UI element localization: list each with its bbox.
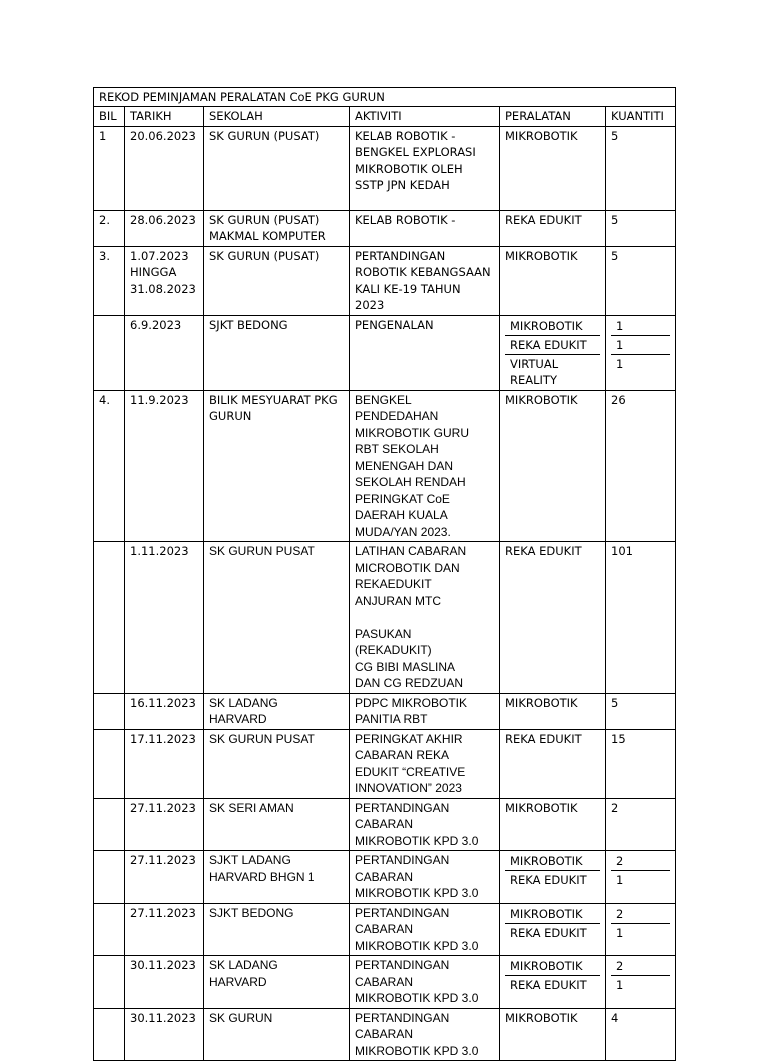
table-row	[94, 798, 676, 851]
table-row	[94, 903, 676, 956]
cell-peralatan	[500, 903, 606, 956]
cell-peralatan	[500, 956, 606, 1009]
cell-aktiviti: KELAB ROBOTIK -	[350, 210, 500, 246]
record-table	[93, 87, 676, 1061]
table-row	[94, 210, 676, 246]
cell-aktiviti: PENGENALAN	[350, 315, 500, 390]
cell-kuantiti-item: 2	[611, 957, 670, 976]
cell-tarikh: 30.11.2023	[125, 956, 204, 1009]
cell-sekolah: SK GURUN (PUSAT)	[204, 246, 350, 315]
cell-peralatan: MIKROBOTIK	[500, 798, 606, 851]
cell-peralatan: REKA EDUKIT	[500, 542, 606, 694]
cell-kuantiti-item: 2	[611, 905, 670, 924]
cell-kuantiti: 4	[606, 1008, 676, 1061]
cell-sekolah: SJKT BEDONG	[204, 903, 350, 956]
cell-tarikh: 30.11.2023	[125, 1008, 204, 1061]
cell-kuantiti-item: 1	[616, 925, 624, 940]
cell-sekolah: SK GURUN	[204, 1008, 350, 1061]
cell-peralatan: MIKROBOTIK	[500, 246, 606, 315]
cell-aktiviti: PERTANDINGAN CABARAN MIKROBOTIK KPD 3.0	[350, 1008, 500, 1061]
cell-kuantiti	[606, 956, 676, 1009]
cell-bil: 3.	[94, 246, 125, 315]
header-peralatan: PERALATAN	[500, 107, 606, 127]
cell-peralatan-item: REKA EDUKIT	[510, 925, 587, 940]
table-body	[94, 126, 676, 1061]
cell-kuantiti-item: 2	[611, 852, 670, 871]
table-row	[94, 246, 676, 315]
cell-peralatan	[500, 315, 606, 390]
cell-tarikh: 17.11.2023	[125, 729, 204, 798]
cell-sekolah: SK GURUN (PUSAT) MAKMAL KOMPUTER	[204, 210, 350, 246]
cell-sekolah: SK LADANG HARVARD	[204, 693, 350, 729]
table-row	[94, 956, 676, 1009]
cell-kuantiti-item: 1	[616, 873, 624, 887]
cell-peralatan: MIKROBOTIK	[500, 126, 606, 210]
cell-tarikh: 20.06.2023	[125, 126, 204, 210]
cell-peralatan: REKA EDUKIT	[500, 729, 606, 798]
cell-tarikh: 1.07.2023 HINGGA 31.08.2023	[125, 246, 204, 315]
cell-kuantiti: 5	[606, 693, 676, 729]
table-row	[94, 542, 676, 694]
cell-kuantiti: 15	[606, 729, 676, 798]
cell-tarikh: 1.11.2023	[125, 542, 204, 694]
cell-sekolah: SK LADANG HARVARD	[204, 956, 350, 1009]
cell-aktiviti: PDPC MIKROBOTIK PANITIA RBT	[350, 693, 500, 729]
cell-kuantiti-item: 1	[611, 336, 670, 355]
cell-peralatan: MIKROBOTIK	[500, 693, 606, 729]
cell-tarikh: 27.11.2023	[125, 903, 204, 956]
table-row	[94, 126, 676, 210]
cell-aktiviti: PERTANDINGAN CABARAN MIKROBOTIK KPD 3.0	[350, 798, 500, 851]
cell-kuantiti	[606, 315, 676, 390]
cell-aktiviti: BENGKEL PENDEDAHAN MIKROBOTIK GURU RBT SEKOLAH MENENGAH DAN SEKOLAH RENDAH PERINGKAT CoE DAERAH KUALA MUDA/YAN 2023.	[350, 390, 500, 542]
cell-aktiviti: KELAB ROBOTIK - BENGKEL EXPLORASI MIKROBOTIK OLEH SSTP JPN KEDAH	[350, 126, 500, 210]
cell-sekolah: BILIK MESYUARAT PKG GURUN	[204, 390, 350, 542]
cell-bil	[94, 315, 125, 390]
cell-tarikh: 11.9.2023	[125, 390, 204, 542]
header-aktiviti: AKTIVITI	[350, 107, 500, 127]
header-row	[94, 107, 676, 127]
table-row	[94, 693, 676, 729]
cell-bil	[94, 798, 125, 851]
cell-peralatan-item: REKA EDUKIT	[505, 336, 600, 355]
cell-bil: 2.	[94, 210, 125, 246]
cell-kuantiti: 26	[606, 390, 676, 542]
header-bil: BIL	[94, 107, 125, 127]
header-kuantiti: KUANTITI	[606, 107, 676, 127]
table-row	[94, 1008, 676, 1061]
cell-peralatan-item: MIKROBOTIK	[505, 852, 600, 871]
cell-peralatan	[500, 851, 606, 904]
cell-kuantiti	[606, 851, 676, 904]
cell-tarikh: 27.11.2023	[125, 798, 204, 851]
cell-bil	[94, 851, 125, 904]
cell-sekolah: SJKT LADANG HARVARD BHGN 1	[204, 851, 350, 904]
cell-peralatan: REKA EDUKIT	[500, 210, 606, 246]
cell-aktiviti: PERTANDINGAN CABARAN MIKROBOTIK KPD 3.0	[350, 851, 500, 904]
cell-bil	[94, 729, 125, 798]
cell-tarikh: 16.11.2023	[125, 693, 204, 729]
cell-bil	[94, 693, 125, 729]
cell-bil: 4.	[94, 390, 125, 542]
cell-aktiviti: LATIHAN CABARAN MICROBOTIK DAN REKAEDUKIT ANJURAN MTC PASUKAN (REKADUKIT) CG BIBI MASLINA DAN CG REDZUAN	[350, 542, 500, 694]
table-title: REKOD PEMINJAMAN PERALATAN CoE PKG GURUN	[94, 88, 676, 107]
cell-bil: 1	[94, 126, 125, 210]
cell-bil	[94, 1008, 125, 1061]
cell-aktiviti: PERINGKAT AKHIR CABARAN REKA EDUKIT “CREATIVE INNOVATION” 2023	[350, 729, 500, 798]
cell-sekolah: SJKT BEDONG	[204, 315, 350, 390]
cell-tarikh: 28.06.2023	[125, 210, 204, 246]
cell-aktiviti: PERTANDINGAN CABARAN MIKROBOTIK KPD 3.0	[350, 956, 500, 1009]
cell-tarikh: 6.9.2023	[125, 315, 204, 390]
cell-aktiviti: PERTANDINGAN CABARAN MIKROBOTIK KPD 3.0	[350, 903, 500, 956]
title-row	[94, 88, 676, 107]
header-tarikh: TARIKH	[125, 107, 204, 127]
cell-kuantiti: 2	[606, 798, 676, 851]
cell-sekolah: SK GURUN (PUSAT)	[204, 126, 350, 210]
cell-peralatan: MIKROBOTIK	[500, 390, 606, 542]
cell-bil	[94, 903, 125, 956]
cell-tarikh: 27.11.2023	[125, 851, 204, 904]
table-row	[94, 729, 676, 798]
cell-peralatan-item: MIKROBOTIK	[505, 317, 600, 336]
cell-kuantiti	[606, 903, 676, 956]
cell-kuantiti-item: 1	[611, 317, 670, 336]
cell-kuantiti: 5	[606, 126, 676, 210]
cell-sekolah: SK GURUN PUSAT	[204, 542, 350, 694]
cell-kuantiti: 5	[606, 210, 676, 246]
cell-kuantiti-item: 1	[616, 356, 624, 371]
table-row	[94, 851, 676, 904]
cell-peralatan: MIKROBOTIK	[500, 1008, 606, 1061]
cell-peralatan-item: REKA EDUKIT	[510, 978, 587, 992]
cell-peralatan-item: MIKROBOTIK	[505, 905, 600, 924]
header-sekolah: SEKOLAH	[204, 107, 350, 127]
cell-kuantiti: 101	[606, 542, 676, 694]
cell-sekolah: SK SERI AMAN	[204, 798, 350, 851]
table-row	[94, 390, 676, 542]
cell-sekolah: SK GURUN PUSAT	[204, 729, 350, 798]
cell-bil	[94, 956, 125, 1009]
cell-bil	[94, 542, 125, 694]
cell-peralatan-item: MIKROBOTIK	[505, 957, 600, 976]
cell-kuantiti-item: 1	[616, 978, 624, 992]
table-row	[94, 315, 676, 390]
cell-kuantiti: 5	[606, 246, 676, 315]
cell-aktiviti: PERTANDINGAN ROBOTIK KEBANGSAAN KALI KE-19 TAHUN 2023	[350, 246, 500, 315]
cell-peralatan-item: VIRTUAL REALITY	[510, 356, 559, 387]
cell-peralatan-item: REKA EDUKIT	[510, 873, 587, 887]
